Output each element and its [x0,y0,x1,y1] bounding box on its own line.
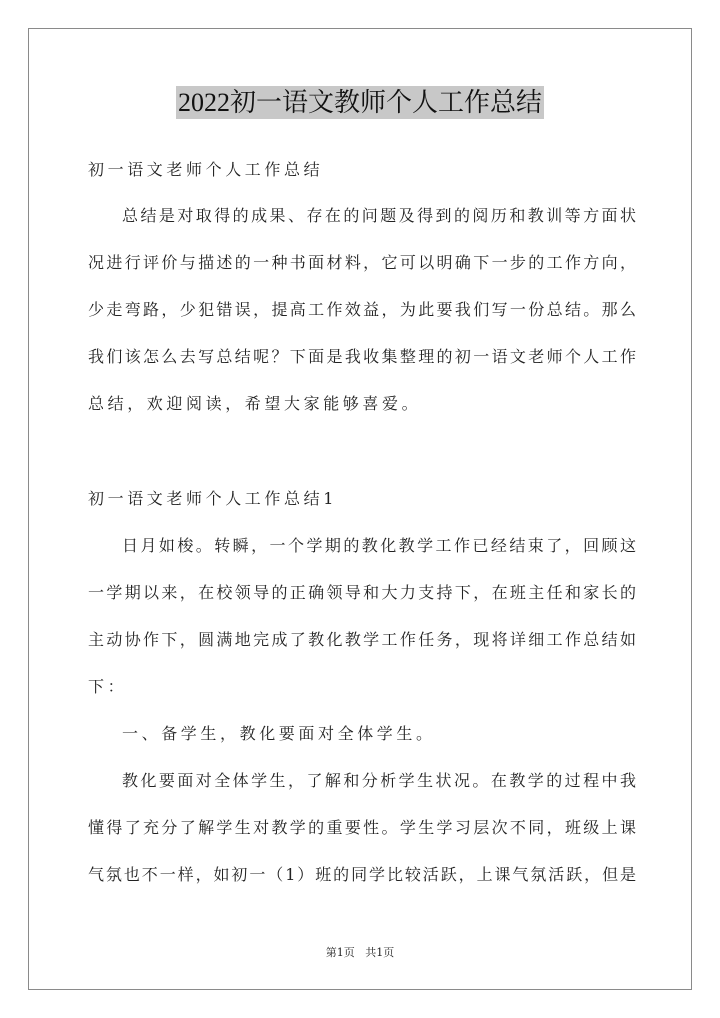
subsection-heading: 一、备学生，教化要面对全体学生。 [122,724,436,743]
paragraph-line: 我们该怎么去写总结呢？下面是我收集整理的初一语文老师个人工作 [88,347,636,366]
paragraph-line: 教化要面对全体学生，了解和分析学生状况。在教学的过程中我 [122,771,636,790]
document-title [0,86,720,120]
paragraph-line: 总结是对取得的成果、存在的问题及得到的阅历和教训等方面状 [122,206,636,225]
paragraph-line: 下： [88,677,128,696]
paragraph-line: 主动协作下，圆满地完成了教化教学工作任务，现将详细工作总结如 [88,630,636,649]
paragraph-line: 日月如梭。转瞬，一个学期的教化教学工作已经结束了，回顾这 [122,536,636,555]
paragraph-line: 况进行评价与描述的一种书面材料，它可以明确下一步的工作方向， [88,253,636,272]
paragraph-line: 懂得了充分了解学生对教学的重要性。学生学习层次不同，班级上课 [88,818,636,837]
section-heading: 初一语文老师个人工作总结1 [88,489,337,508]
paragraph-line: 一学期以来，在校领导的正确领导和大力支持下，在班主任和家长的 [88,583,636,602]
paragraph-line: 少走弯路，少犯错误，提高工作效益，为此要我们写一份总结。那么 [88,300,636,319]
page-number-footer: 第1页 共1页 [325,946,395,959]
paragraph-line: 气氛也不一样，如初一（1）班的同学比较活跃，上课气氛活跃，但是 [88,865,636,884]
title-text: 2022初一语文教师个人工作总结 [177,88,542,117]
paragraph-line: 总结，欢迎阅读，希望大家能够喜爱。 [88,394,422,413]
intro-heading: 初一语文老师个人工作总结 [88,160,324,179]
